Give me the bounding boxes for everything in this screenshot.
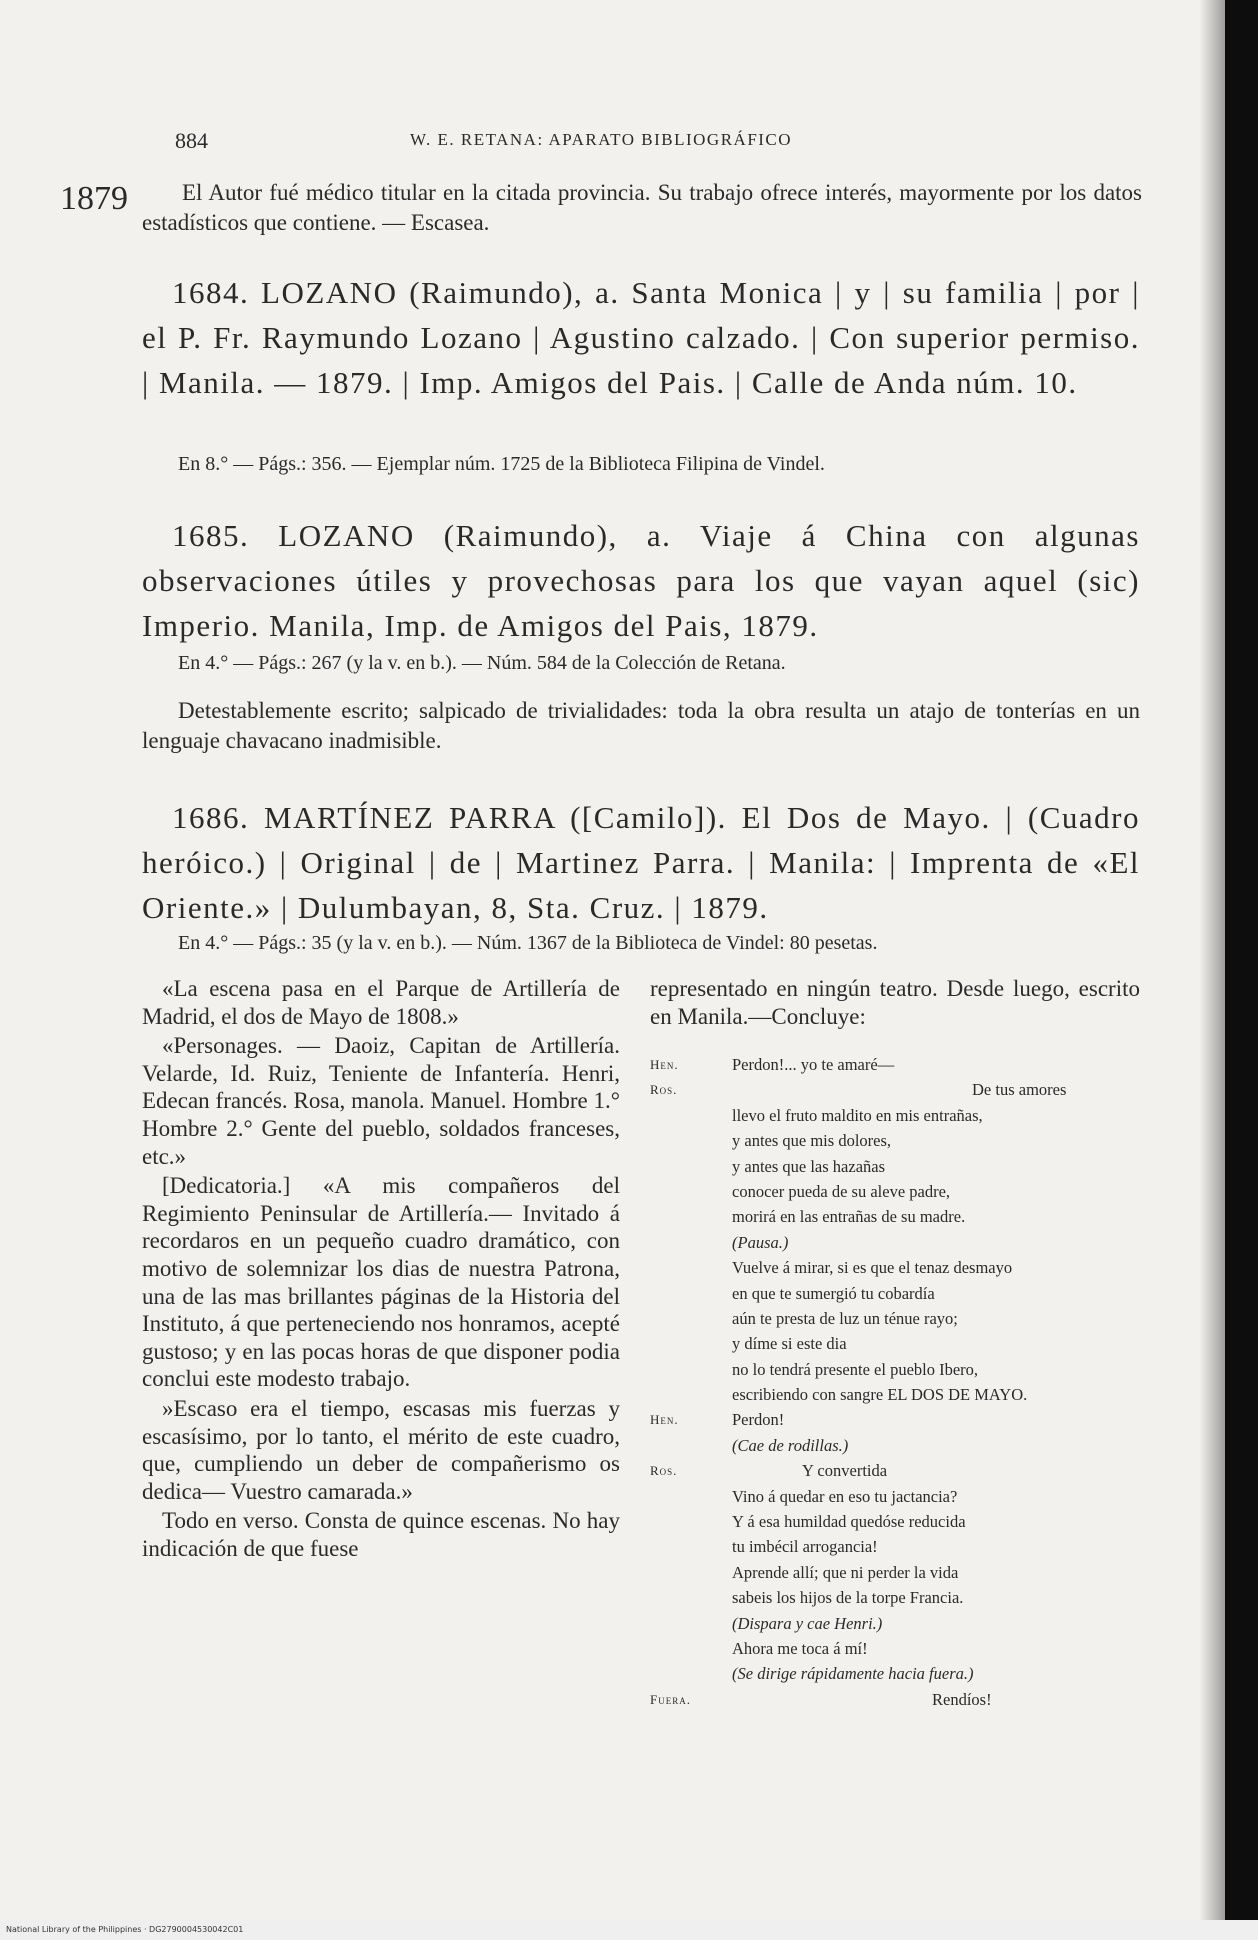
verse-speaker: Ros. <box>650 1463 678 1479</box>
verse-line <box>650 1484 1140 1509</box>
verse-line <box>650 1306 1140 1331</box>
verse-line <box>650 1458 1140 1483</box>
verse-text: sabeis los hijos de la torpe Francia. <box>732 1588 964 1608</box>
verse-speaker: Hen. <box>650 1057 679 1072</box>
verse-line <box>650 1230 1140 1255</box>
verse-line <box>650 1382 1140 1407</box>
verse-line <box>650 1255 1140 1280</box>
verse-block <box>650 1052 1140 1712</box>
margin-year: 1879 <box>60 180 128 217</box>
verse-text: escribiendo con sangre EL DOS DE MAYO. <box>732 1385 1028 1405</box>
left-paragraph: «La escena pasa en el Parque de Artillería de Madrid, el dos de Mayo de 1808.» <box>142 976 620 1029</box>
left-column <box>142 975 620 1564</box>
verse-line <box>650 1560 1140 1585</box>
verse-text: (Dispara y cae Henri.) <box>732 1613 883 1633</box>
verse-speaker: Fuera. <box>650 1691 691 1707</box>
footer-strip: National Library of the Philippines · DG2790004530042C01 <box>0 1920 1258 1940</box>
verse-line <box>650 1204 1140 1229</box>
verse-text: Vino á quedar en eso tu jactancia? <box>732 1486 958 1506</box>
entry-1686: 1686. MARTÍNEZ PARRA ([Camilo]). El Dos de Mayo. | (Cuadro heróico.) | Original | de | Martinez Parra. | Manila: | Imprenta de «El Oriente.» | Dulumbayan, 8, Sta. Cruz. | 1879. <box>142 800 1140 925</box>
verse-text: De tus amores <box>972 1080 1067 1100</box>
verse-speaker: Ros. <box>650 1082 678 1098</box>
verse-speaker: Hen. <box>650 1412 679 1428</box>
verse-text: Y á esa humildad quedóse reducida <box>732 1512 966 1532</box>
verse-line <box>650 1154 1140 1179</box>
left-paragraph: [Dedicatoria.] «A mis compañeros del Regimiento Peninsular de Artillería.— Invitado á recordaros en un pequeño cuadro dramático, con motivo de solemnizar los dias de nuestra Patrona, una de las mas brillantes páginas de la Historia del Instituto, á que perteneciendo nos honramos, acepté gustoso; y en las pocas horas de que disponer podia conclui este modesto trabajo. <box>142 1173 620 1392</box>
right-column-intro: representado en ningún teatro. Desde luego, escrito en Manila.—Concluye: <box>650 976 1140 1029</box>
verse-text: Perdon! <box>732 1410 785 1430</box>
verse-text: y antes que mis dolores, <box>732 1131 892 1151</box>
verse-text: conocer pueda de su aleve padre, <box>732 1181 951 1201</box>
verse-line <box>650 1433 1140 1458</box>
entry-1686-note: En 4.° — Págs.: 35 (y la v. en b.). — Núm. 1367 de la Biblioteca de Vindel: 80 pesetas. <box>178 932 878 954</box>
verse-line <box>650 1179 1140 1204</box>
verse-line <box>650 1128 1140 1153</box>
left-paragraph: «Personages. — Daoiz, Capitan de Artillería. Velarde, Id. Ruiz, Teniente de Infantería. Henri, Edecan francés. Rosa, manola. Manuel. Hombre 1.° Hombre 2.° Gente del pueblo, soldados franceses, etc.» <box>142 1033 620 1169</box>
verse-text: (Se dirige rápidamente hacia fuera.) <box>732 1664 974 1684</box>
verse-text: no lo tendrá presente el pueblo Ibero, <box>732 1359 979 1379</box>
left-paragraph: Todo en verso. Consta de quince escenas. No hay indicación de que fuese <box>142 1508 620 1561</box>
page-edge-shadow <box>1199 0 1225 1920</box>
verse-text: aún te presta de luz un ténue rayo; <box>732 1308 958 1328</box>
verse-line <box>650 1281 1140 1306</box>
verse-text: llevo el fruto maldito en mis entrañas, <box>732 1105 983 1125</box>
verse-text: Rendíos! <box>932 1689 992 1709</box>
verse-line <box>650 1052 1140 1077</box>
verse-line <box>650 1585 1140 1610</box>
verse-text: Vuelve á mirar, si es que el tenaz desmayo <box>732 1258 1013 1278</box>
verse-text: tu imbécil arrogancia! <box>732 1537 878 1557</box>
verse-text: en que te sumergió tu cobardía <box>732 1283 935 1303</box>
verse-text: morirá en las entrañas de su madre. <box>732 1207 966 1227</box>
page-number: 884 <box>175 128 208 153</box>
verse-text: (Pausa.) <box>732 1232 789 1252</box>
running-title: W. E. RETANA: APARATO BIBLIOGRÁFICO <box>410 130 793 149</box>
verse-text: (Cae de rodillas.) <box>732 1435 849 1455</box>
entry-1684-note: En 8.° — Págs.: 356. — Ejemplar núm. 1725 de la Biblioteca Filipina de Vindel. <box>178 453 825 475</box>
verse-line <box>650 1687 1140 1712</box>
left-paragraph: »Escaso era el tiempo, escasas mis fuerzas y escasísimo, por lo tanto, el mérito de este cuadro, que, cumpliendo un deber de compañerismo os dedica— Vuestro camarada.» <box>142 1395 620 1504</box>
verse-text: Perdon!... yo te amaré— <box>732 1055 895 1074</box>
verse-line <box>650 1509 1140 1534</box>
entry-1685-note: En 4.° — Págs.: 267 (y la v. en b.). — Núm. 584 de la Colección de Retana. <box>178 652 786 674</box>
verse-text: Ahora me toca á mí! <box>732 1638 868 1658</box>
entry-1685-comment: Detestablemente escrito; salpicado de trivialidades: toda la obra resulta un atajo de tonterías en un lenguaje chavacano inadmisible. <box>142 698 1140 753</box>
entry-1685: 1685. LOZANO (Raimundo), a. Viaje á China con algunas observaciones útiles y provechosas para los que vayan aquel (sic) Imperio. Manila, Imp. de Amigos del Pais, 1879. <box>142 518 1140 643</box>
verse-text: Y convertida <box>802 1461 888 1481</box>
verse-line <box>650 1611 1140 1636</box>
verse-line <box>650 1407 1140 1432</box>
verse-line <box>650 1534 1140 1559</box>
verse-line <box>650 1331 1140 1356</box>
verse-line <box>650 1077 1140 1102</box>
verse-line <box>650 1357 1140 1382</box>
verse-text: Aprende allí; que ni perder la vida <box>732 1562 959 1582</box>
verse-line <box>650 1103 1140 1128</box>
verse-text: y díme si este dia <box>732 1334 847 1354</box>
verse-text: y antes que las hazañas <box>732 1156 886 1176</box>
verse-line <box>650 1661 1140 1686</box>
verse-line <box>650 1636 1140 1661</box>
intro-paragraph: El Autor fué médico titular en la citada provincia. Su trabajo ofrece interés, mayormente por los datos estadísticos que contiene. — Escasea. <box>142 180 1142 235</box>
entry-1684: 1684. LOZANO (Raimundo), a. Santa Monica | y | su familia | por | el P. Fr. Raymundo Lozano | Agustino calzado. | Con superior permiso. | Manila. — 1879. | Imp. Amigos del Pais. | Calle de Anda núm. 10. <box>142 275 1140 400</box>
